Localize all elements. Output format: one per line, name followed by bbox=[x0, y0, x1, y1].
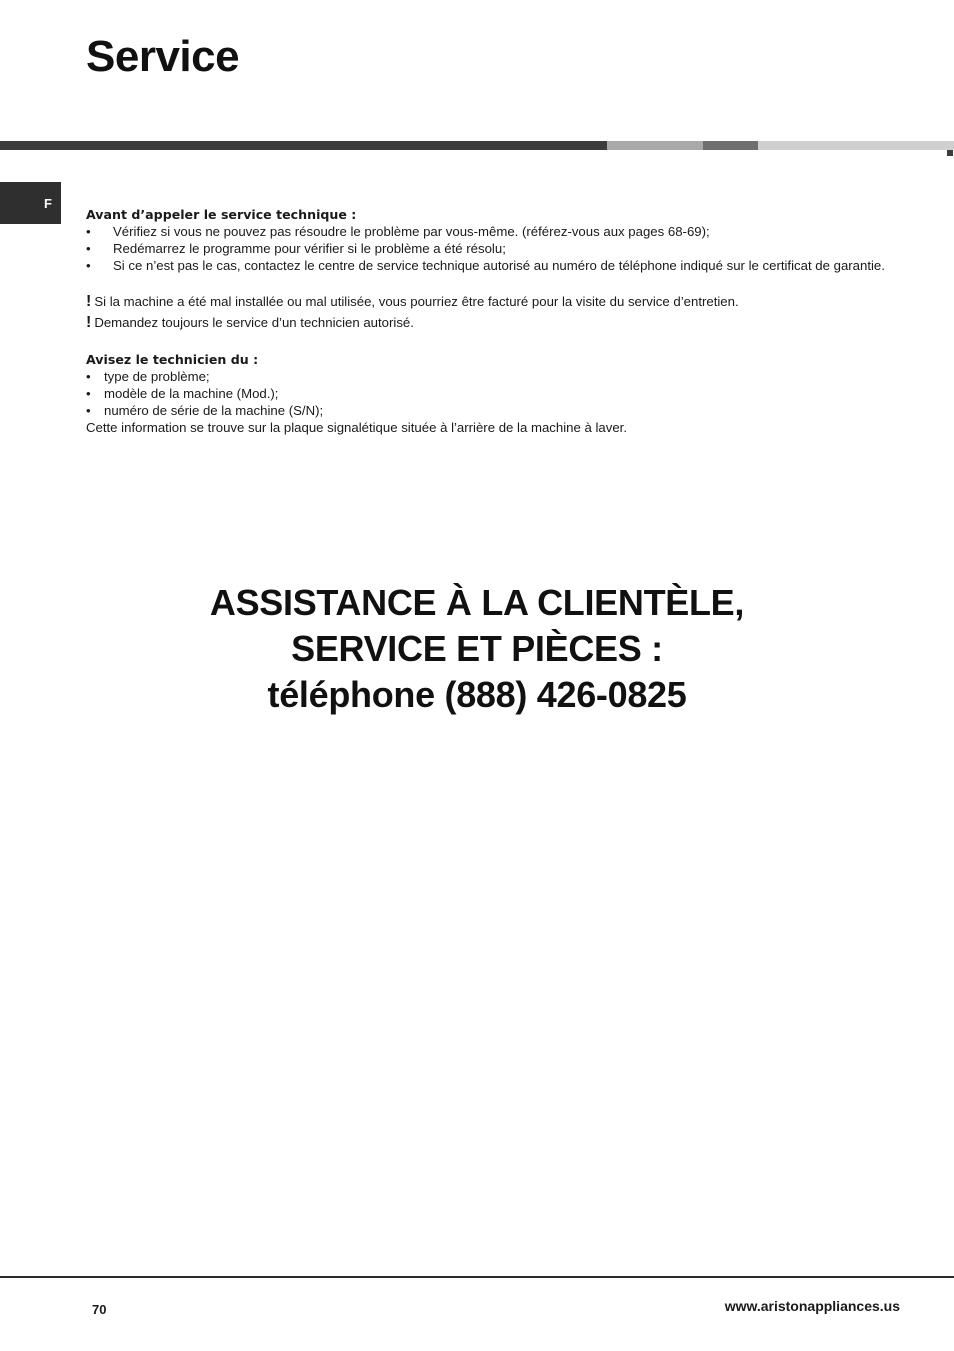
notify-technician-list bbox=[86, 368, 886, 419]
list-item: • type de problème; bbox=[86, 368, 886, 385]
warning-note bbox=[86, 293, 886, 310]
list-item: • modèle de la machine (Mod.); bbox=[86, 385, 886, 402]
list-item: • numéro de série de la machine (S/N); bbox=[86, 402, 886, 419]
rating-plate-note: Cette information se trouve sur la plaque signalétique située à l’arrière de la machine à laver. bbox=[86, 420, 627, 435]
website-link[interactable]: www.aristonappliances.us bbox=[724, 1298, 900, 1314]
list-item: • Vérifiez si vous ne pouvez pas résoudre le problème par vous-même. (référez-vous aux pages 68-69); bbox=[86, 223, 886, 240]
warning-note bbox=[86, 314, 886, 331]
warning-text: Demandez toujours le service d’un technicien autorisé. bbox=[94, 315, 414, 330]
list-item: • Redémarrez le programme pour vérifier si le problème a été résolu; bbox=[86, 240, 886, 257]
content-body bbox=[86, 206, 886, 436]
warning-text: Si la machine a été mal installée ou mal utilisée, vous pourriez être facturé pour la visite du service d’entretien. bbox=[94, 294, 739, 309]
header-rule-light bbox=[758, 141, 954, 150]
page-number: 70 bbox=[92, 1302, 107, 1317]
before-calling-list bbox=[86, 223, 886, 274]
notify-technician-heading: Avisez le technicien du : bbox=[86, 352, 259, 367]
header-rule-mid bbox=[607, 141, 703, 150]
language-tab: F bbox=[0, 182, 61, 224]
assistance-phone: téléphone (888) 426-0825 bbox=[267, 674, 687, 715]
exclamation-icon: ! bbox=[86, 314, 92, 331]
customer-assistance-block bbox=[0, 580, 954, 718]
header-rule-dark bbox=[0, 141, 607, 150]
header-rule-tick bbox=[947, 150, 953, 156]
exclamation-icon: ! bbox=[86, 293, 92, 310]
assistance-line-1: ASSISTANCE À LA CLIENTÈLE, bbox=[209, 582, 745, 623]
before-calling-heading: Avant d’appeler le service technique : bbox=[86, 207, 357, 222]
list-item: • Si ce n’est pas le cas, contactez le centre de service technique autorisé au numéro de téléphone indiqué sur le certificat de garantie. bbox=[86, 257, 886, 274]
assistance-line-2: SERVICE ET PIÈCES : bbox=[291, 628, 663, 669]
page-title: Service bbox=[86, 32, 240, 81]
header-rule-dark-segment bbox=[703, 141, 758, 150]
footer-rule bbox=[0, 1276, 954, 1278]
